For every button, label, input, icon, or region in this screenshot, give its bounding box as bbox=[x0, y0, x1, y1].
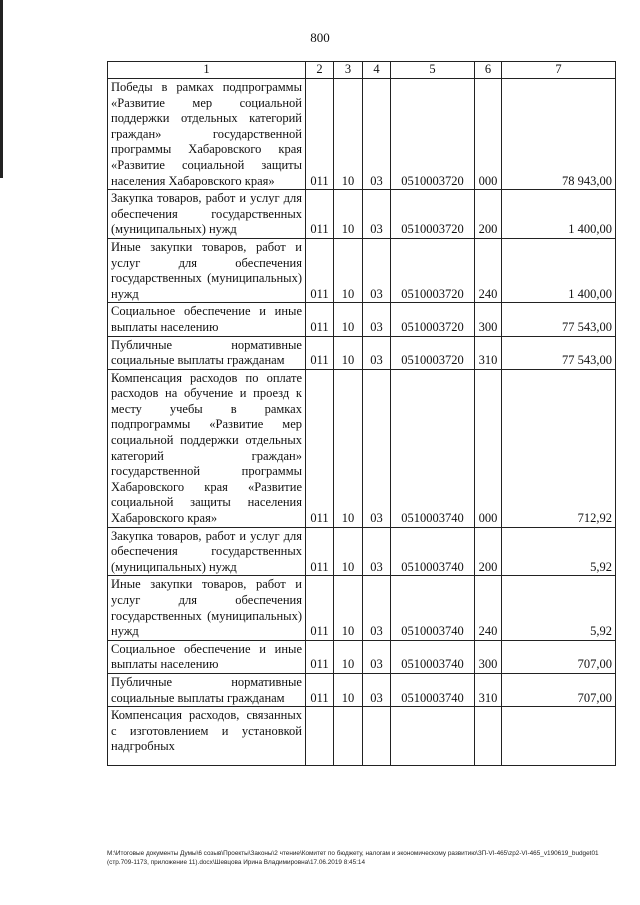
row-amount: 1 400,00 bbox=[502, 238, 616, 302]
row-ministry-code: 011 bbox=[306, 369, 334, 527]
header-col-7: 7 bbox=[502, 62, 616, 79]
row-section-code: 10 bbox=[334, 79, 363, 190]
row-description: Социальное обеспечение и иные выплаты населению bbox=[108, 303, 306, 336]
row-subsection-code bbox=[363, 707, 391, 766]
row-subsection-code: 03 bbox=[363, 238, 391, 302]
row-section-code: 10 bbox=[334, 640, 363, 673]
row-target-article: 0510003740 bbox=[391, 576, 475, 640]
row-ministry-code: 011 bbox=[306, 640, 334, 673]
row-amount: 707,00 bbox=[502, 673, 616, 706]
row-amount: 1 400,00 bbox=[502, 190, 616, 239]
row-ministry-code: 011 bbox=[306, 79, 334, 190]
row-amount: 78 943,00 bbox=[502, 79, 616, 190]
table-row bbox=[108, 336, 616, 369]
table-row bbox=[108, 673, 616, 706]
table-row bbox=[108, 640, 616, 673]
row-target-article: 0510003740 bbox=[391, 369, 475, 527]
row-expense-type: 240 bbox=[475, 238, 502, 302]
row-subsection-code: 03 bbox=[363, 640, 391, 673]
row-amount: 77 543,00 bbox=[502, 336, 616, 369]
row-expense-type: 200 bbox=[475, 527, 502, 576]
row-expense-type bbox=[475, 707, 502, 766]
document-path-footer: M:\Итоговые документы Думы\6 созыв\Проекты\Законы\2 чтение\Комитет по бюджету, налогам и экономическому развитию\ЗП-VI-465\zp2-VI-465_v190619_budget01 (стр.709-1173, приложение 11).docx\Шевцова Ирина Владимировна\17.06.2019 8:45:14 bbox=[107, 850, 599, 866]
row-subsection-code: 03 bbox=[363, 190, 391, 239]
row-target-article: 0510003740 bbox=[391, 640, 475, 673]
row-ministry-code: 011 bbox=[306, 527, 334, 576]
row-description: Компенсация расходов, связанных с изготовлением и установкой надгробных bbox=[108, 707, 306, 766]
budget-table bbox=[107, 61, 616, 766]
header-col-1: 1 bbox=[108, 62, 306, 79]
row-section-code: 10 bbox=[334, 673, 363, 706]
row-target-article: 0510003740 bbox=[391, 527, 475, 576]
table-row bbox=[108, 238, 616, 302]
row-expense-type: 310 bbox=[475, 336, 502, 369]
row-description: Публичные нормативные социальные выплаты гражданам bbox=[108, 336, 306, 369]
row-subsection-code: 03 bbox=[363, 673, 391, 706]
row-description: Иные закупки товаров, работ и услуг для обеспечения государственных (муниципальных) нужд bbox=[108, 576, 306, 640]
row-amount: 5,92 bbox=[502, 527, 616, 576]
row-target-article bbox=[391, 707, 475, 766]
row-amount: 712,92 bbox=[502, 369, 616, 527]
row-section-code: 10 bbox=[334, 190, 363, 239]
header-col-3: 3 bbox=[334, 62, 363, 79]
row-section-code: 10 bbox=[334, 336, 363, 369]
header-col-4: 4 bbox=[363, 62, 391, 79]
row-expense-type: 300 bbox=[475, 640, 502, 673]
row-description: Публичные нормативные социальные выплаты гражданам bbox=[108, 673, 306, 706]
row-section-code: 10 bbox=[334, 527, 363, 576]
row-section-code: 10 bbox=[334, 369, 363, 527]
row-target-article: 0510003720 bbox=[391, 79, 475, 190]
page-number: 800 bbox=[310, 30, 330, 45]
row-amount bbox=[502, 707, 616, 766]
row-amount: 77 543,00 bbox=[502, 303, 616, 336]
row-subsection-code: 03 bbox=[363, 303, 391, 336]
row-expense-type: 000 bbox=[475, 79, 502, 190]
row-target-article: 0510003720 bbox=[391, 238, 475, 302]
row-description: Закупка товаров, работ и услуг для обеспечения государственных (муниципальных) нужд bbox=[108, 190, 306, 239]
row-ministry-code: 011 bbox=[306, 673, 334, 706]
row-section-code: 10 bbox=[334, 576, 363, 640]
row-ministry-code: 011 bbox=[306, 576, 334, 640]
row-subsection-code: 03 bbox=[363, 369, 391, 527]
row-ministry-code: 011 bbox=[306, 238, 334, 302]
row-section-code: 10 bbox=[334, 238, 363, 302]
row-expense-type: 310 bbox=[475, 673, 502, 706]
row-target-article: 0510003720 bbox=[391, 336, 475, 369]
table-row bbox=[108, 707, 616, 766]
row-expense-type: 000 bbox=[475, 369, 502, 527]
header-col-6: 6 bbox=[475, 62, 502, 79]
row-section-code bbox=[334, 707, 363, 766]
row-description: Победы в рамках подпрограммы «Развитие мер социальной поддержки отдельных категорий граждан» государственной программы Хабаровского края «Развитие социальной защиты населения Хабаровского края» bbox=[108, 79, 306, 190]
row-ministry-code bbox=[306, 707, 334, 766]
row-subsection-code: 03 bbox=[363, 79, 391, 190]
row-description: Закупка товаров, работ и услуг для обеспечения государственных (муниципальных) нужд bbox=[108, 527, 306, 576]
row-description: Компенсация расходов по оплате расходов на обучение и проезд к месту учебы в рамках подпрограммы «Развитие мер социальной поддержки отдельных категорий граждан» государственной программы Хабаровского края «Развитие социальной защиты населения Хабаровского края» bbox=[108, 369, 306, 527]
row-target-article: 0510003720 bbox=[391, 190, 475, 239]
row-description: Иные закупки товаров, работ и услуг для обеспечения государственных (муниципальных) нужд bbox=[108, 238, 306, 302]
row-target-article: 0510003720 bbox=[391, 303, 475, 336]
row-expense-type: 240 bbox=[475, 576, 502, 640]
table-row bbox=[108, 190, 616, 239]
table-row bbox=[108, 369, 616, 527]
row-subsection-code: 03 bbox=[363, 576, 391, 640]
table-header-row bbox=[108, 62, 616, 79]
row-section-code: 10 bbox=[334, 303, 363, 336]
row-target-article: 0510003740 bbox=[391, 673, 475, 706]
row-expense-type: 200 bbox=[475, 190, 502, 239]
row-amount: 707,00 bbox=[502, 640, 616, 673]
table-row bbox=[108, 79, 616, 190]
row-subsection-code: 03 bbox=[363, 527, 391, 576]
row-description: Социальное обеспечение и иные выплаты населению bbox=[108, 640, 306, 673]
row-ministry-code: 011 bbox=[306, 336, 334, 369]
row-ministry-code: 011 bbox=[306, 190, 334, 239]
table-row bbox=[108, 527, 616, 576]
table-row bbox=[108, 303, 616, 336]
table-row bbox=[108, 576, 616, 640]
row-ministry-code: 011 bbox=[306, 303, 334, 336]
row-expense-type: 300 bbox=[475, 303, 502, 336]
row-amount: 5,92 bbox=[502, 576, 616, 640]
row-subsection-code: 03 bbox=[363, 336, 391, 369]
header-col-5: 5 bbox=[391, 62, 475, 79]
header-col-2: 2 bbox=[306, 62, 334, 79]
scan-edge-mark bbox=[0, 0, 3, 178]
